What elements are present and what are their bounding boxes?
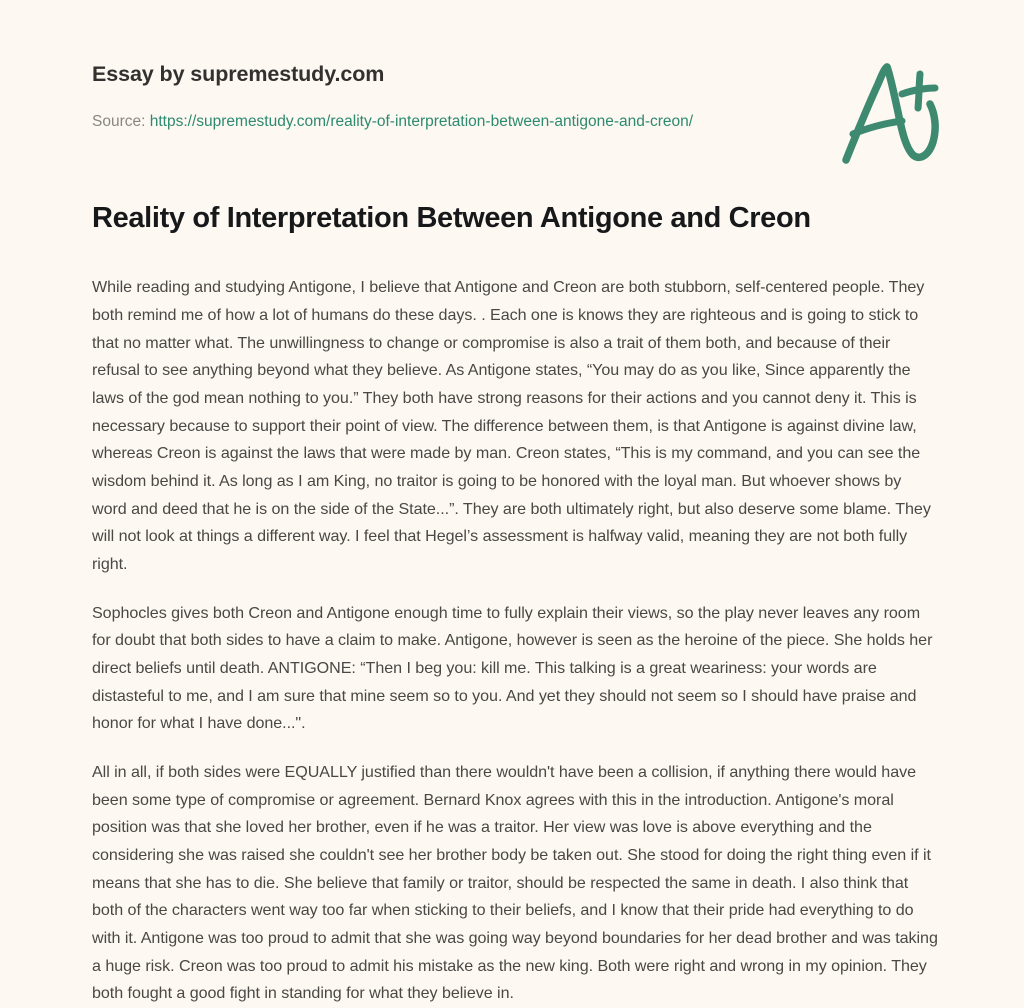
article-body [92,274,940,1008]
article-paragraph: While reading and studying Antigone, I believe that Antigone and Creon are both stubborn, self-centered people. They both remind me of how a lot of humans do these days. . Each one is knows they are righteous and is going to stick to that no matter what. The unwillingness to change or compromise is also a trait of them both, and because of their refusal to see anything beyond what they believe. As Antigone states, “You may do as you like, Since apparently the laws of the god mean nothing to you.” They both have strong reasons for their actions and you cannot deny it. This is necessary because to support their point of view. The difference between them, is that Antigone is against divine law, whereas Creon is against the laws that were made by man. Creon states, “This is my command, and you can see the wisdom behind it. As long as I am King, no traitor is going to be honored with the loyal man. But whoever shows by word and deed that he is on the side of the State...”. They are both ultimately right, but also deserve some blame. They will not look at things a different way. I feel that Hegel’s assessment is halfway valid, meaning they are not both fully right. [92,278,931,573]
page-header [0,0,1024,200]
article-paragraph: Sophocles gives both Creon and Antigone enough time to fully explain their views, so the play never leaves any room for doubt that both sides to have a claim to make. Antigone, however is seen as the heroine of the piece. She holds her direct beliefs until death. ANTIGONE: “Then I beg you: kill me. This talking is a great weariness: your words are distasteful to me, and I am sure that mine seem so to you. And yet they should not seem so I should have praise and honor for what I have done...". [92,603,933,733]
byline: Essay by supremestudy.com [92,62,385,86]
article-paragraph: All in all, if both sides were EQUALLY justified than there wouldn't have been a collision, if anything there would have been some type of compromise or agreement. Bernard Knox agrees with this in the introduction. Antigone's moral position was that she loved her brother, even if he was a traitor. Her view was love is above everything and the considering she was raised she couldn't see her brother body be taken out. She stood for doing the right thing even if it means that she has to die. She believe that family or traitor, should be respected the same in death. I also think that both of the characters went way too far when sticking to their beliefs, and I know that their pride had everything to do with it. Antigone was too proud to admit that she was going way beyond boundaries for her dead brother and was taking a huge risk. Creon was too proud to admit his mistake as the new king. Both were right and wrong in my opinion. They both fought a good fight in standing for what they believe in. [92,763,938,1003]
source-url-link[interactable]: https://supremestudy.com/reality-of-interpretation-between-antigone-and-creon/ [149,112,694,130]
page-title: Reality of Interpretation Between Antigone and Creon [92,202,811,234]
source-line [92,112,934,132]
aplus-logo-icon [834,56,952,168]
source-label: Source: [92,112,146,130]
article [0,200,1024,1008]
